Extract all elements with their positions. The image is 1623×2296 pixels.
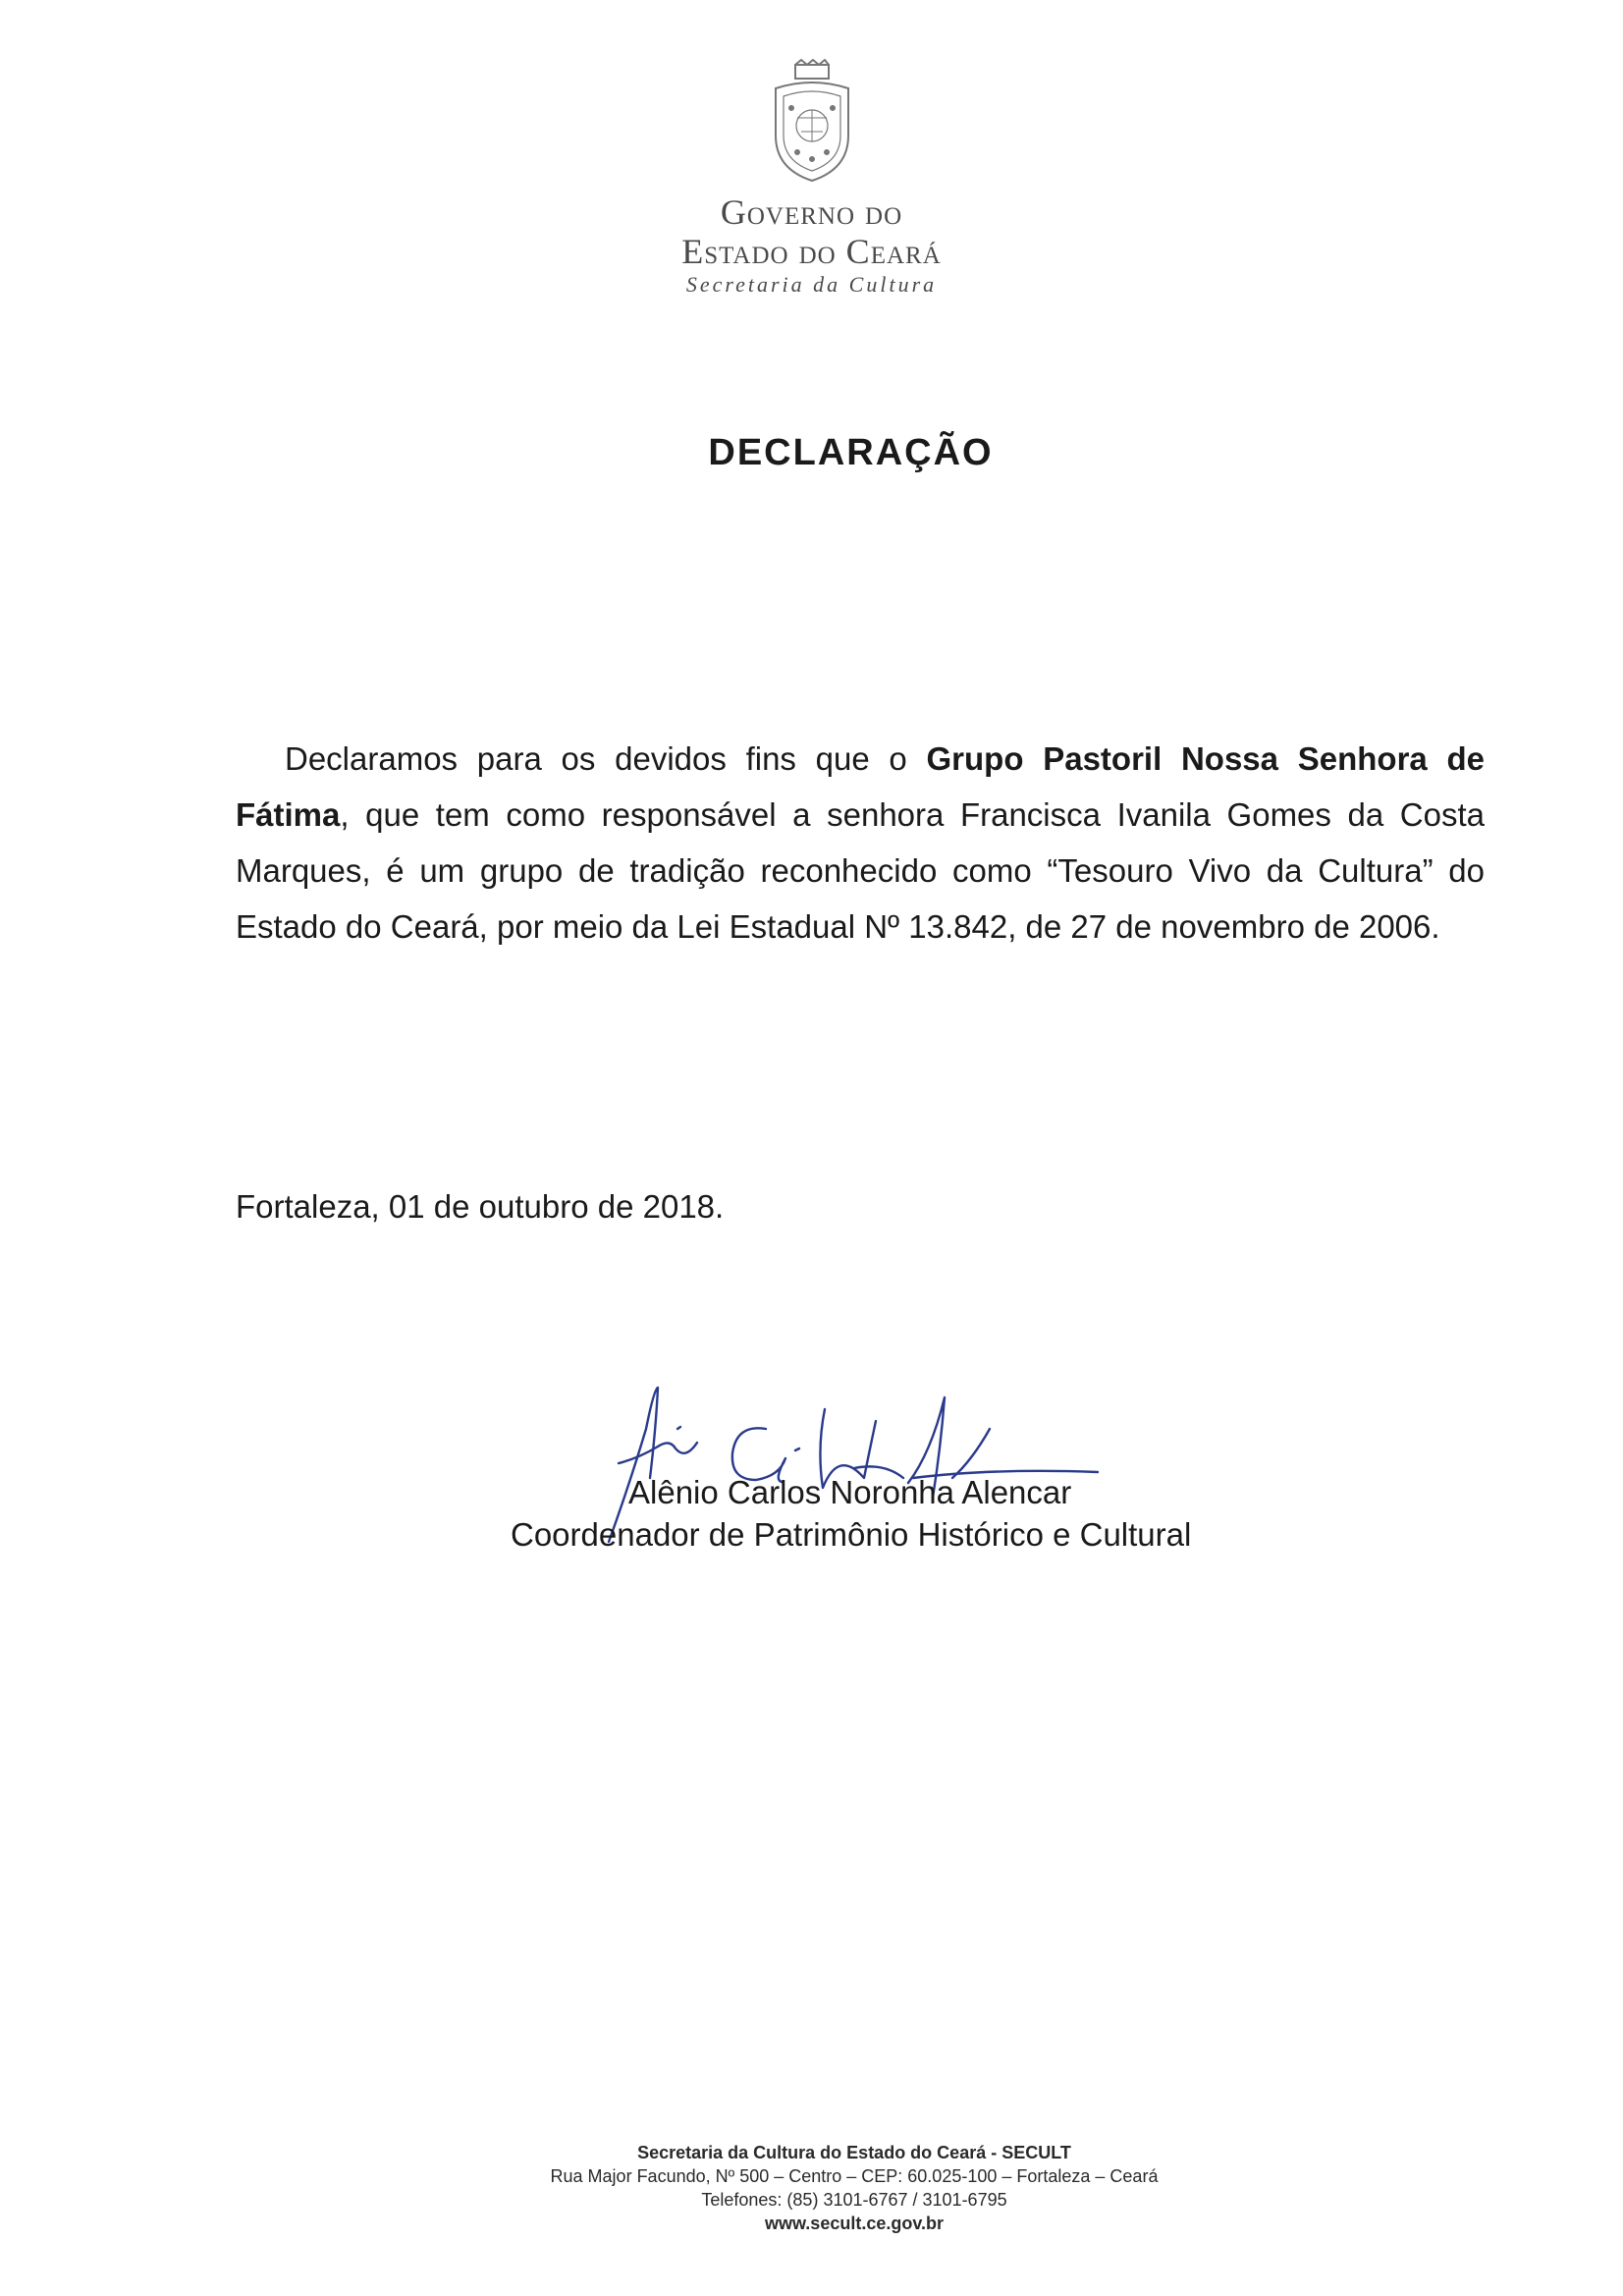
body-part-1: Declaramos para os devidos fins que o xyxy=(285,740,927,777)
letterhead xyxy=(0,59,1623,299)
body-part-2: , que tem como responsável a senhora Francisca Ivanila Gomes da Costa Marques, é um grupo de tradição reconhecido como “Tesouro Vivo da Cultura” do Estado do Ceará, por meio da Lei Estadual Nº 13.842, de 27 de novembro de 2006. xyxy=(236,796,1485,945)
letterhead-line-3: Secretaria da Cultura xyxy=(685,272,938,297)
footer-address: Rua Major Facundo, Nº 500 – Centro – CEP: 60.025-100 – Fortaleza – Ceará xyxy=(550,2166,1159,2186)
footer-organization: Secretaria da Cultura do Estado do Ceará - SECULT xyxy=(637,2143,1071,2162)
group-name: Grupo Pastoril Nossa Senhora de Fátima xyxy=(236,740,1485,833)
document-title: DECLARAÇÃO xyxy=(708,432,994,473)
letterhead-line-1: Governo do xyxy=(720,192,903,232)
page-footer xyxy=(0,2141,1623,2235)
date-line: Fortaleza, 01 de outubro de 2018. xyxy=(236,1188,725,1225)
footer-website: www.secult.ce.gov.br xyxy=(764,2214,945,2233)
signatory-role: Coordenador de Patrimônio Histórico e Cultural xyxy=(511,1516,1192,1553)
footer-phones: Telefones: (85) 3101-6767 / 3101-6795 xyxy=(701,2190,1007,2210)
signatory-name: Alênio Carlos Noronha Alencar xyxy=(628,1474,1072,1510)
coat-of-arms-icon xyxy=(758,59,866,187)
declaration-body xyxy=(236,731,1485,955)
letterhead-line-2: Estado do Ceará xyxy=(681,232,942,271)
